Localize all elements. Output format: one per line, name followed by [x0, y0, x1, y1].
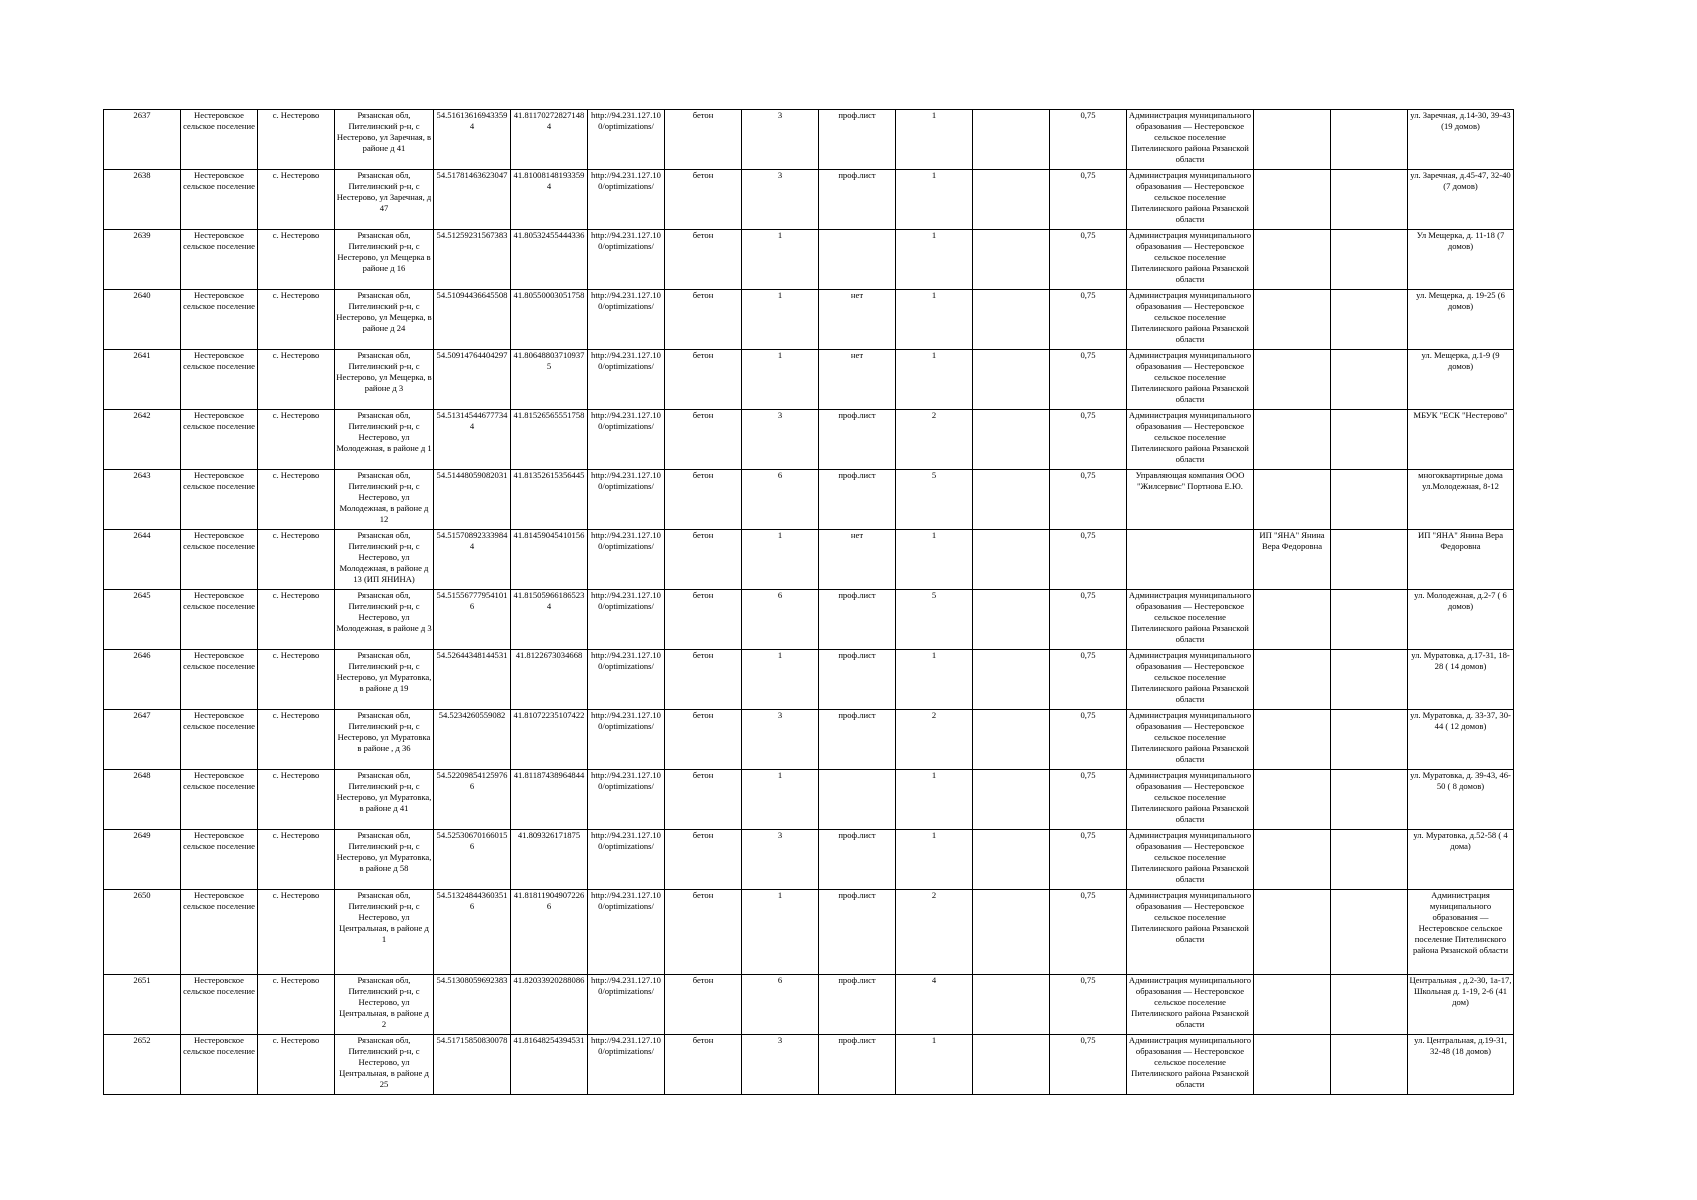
- owner-entrepreneur-cell: [1254, 890, 1331, 975]
- count-cell: 6: [742, 975, 819, 1035]
- village-cell: с. Нестерово: [258, 890, 335, 975]
- cover-cell: проф.лист: [819, 590, 896, 650]
- empty-cell: [973, 350, 1050, 410]
- owner-cell: Администрация муниципального образования — Нестеровское сельское поселение Пителинского района Рязанской области: [1127, 410, 1254, 470]
- cover-cell: проф.лист: [819, 830, 896, 890]
- cover-cell: проф.лист: [819, 650, 896, 710]
- longitude-cell: 41.81187438964844: [511, 770, 588, 830]
- longitude-cell: 41.815059661865234: [511, 590, 588, 650]
- empty-cell: [1331, 410, 1408, 470]
- longitude-cell: 41.818119049072266: [511, 890, 588, 975]
- volume-cell: 0,75: [1050, 290, 1127, 350]
- empty-cell: [973, 590, 1050, 650]
- longitude-cell: 41.81072235107422: [511, 710, 588, 770]
- latitude-cell: 54.5234260559082: [434, 710, 511, 770]
- waste-sources-cell: Администрация муниципального образования — Нестеровское сельское поселение Пителинского района Рязанской области: [1408, 890, 1514, 975]
- container-count-cell: 5: [896, 470, 973, 530]
- row-number: 2641: [104, 350, 181, 410]
- waste-sources-cell: ул. Заречная, д.45-47, 32-40 (7 домов): [1408, 170, 1514, 230]
- longitude-cell: 41.806488037109375: [511, 350, 588, 410]
- row-number: 2639: [104, 230, 181, 290]
- surface-cell: бетон: [665, 770, 742, 830]
- url-cell: http://94.231.127.100/optimizations/: [588, 230, 665, 290]
- village-cell: с. Нестерово: [258, 530, 335, 590]
- url-cell: http://94.231.127.100/optimizations/: [588, 350, 665, 410]
- row-number: 2644: [104, 530, 181, 590]
- table-row: [104, 975, 1514, 1035]
- empty-cell: [973, 290, 1050, 350]
- container-count-cell: 1: [896, 350, 973, 410]
- village-cell: с. Нестерово: [258, 650, 335, 710]
- owner-cell: Администрация муниципального образования — Нестеровское сельское поселение Пителинского района Рязанской области: [1127, 650, 1254, 710]
- url-cell: http://94.231.127.100/optimizations/: [588, 830, 665, 890]
- table-row: [104, 650, 1514, 710]
- owner-cell: Администрация муниципального образования — Нестеровское сельское поселение Пителинского района Рязанской области: [1127, 590, 1254, 650]
- village-cell: с. Нестерово: [258, 410, 335, 470]
- waste-sources-cell: ИП "ЯНА" Янина Вера Федоровна: [1408, 530, 1514, 590]
- cover-cell: проф.лист: [819, 470, 896, 530]
- container-count-cell: 1: [896, 530, 973, 590]
- cover-cell: проф.лист: [819, 890, 896, 975]
- empty-cell: [1331, 770, 1408, 830]
- url-cell: http://94.231.127.100/optimizations/: [588, 975, 665, 1035]
- row-number: 2648: [104, 770, 181, 830]
- cover-cell: проф.лист: [819, 110, 896, 170]
- empty-cell: [973, 830, 1050, 890]
- latitude-cell: 54.525306701660156: [434, 830, 511, 890]
- count-cell: 6: [742, 470, 819, 530]
- surface-cell: бетон: [665, 830, 742, 890]
- village-cell: с. Нестерово: [258, 590, 335, 650]
- url-cell: http://94.231.127.100/optimizations/: [588, 110, 665, 170]
- cover-cell: проф.лист: [819, 1035, 896, 1095]
- volume-cell: 0,75: [1050, 590, 1127, 650]
- empty-cell: [973, 470, 1050, 530]
- village-cell: с. Нестерово: [258, 975, 335, 1035]
- latitude-cell: 54.522098541259766: [434, 770, 511, 830]
- count-cell: 1: [742, 650, 819, 710]
- count-cell: 1: [742, 230, 819, 290]
- empty-cell: [1331, 1035, 1408, 1095]
- village-cell: с. Нестерово: [258, 110, 335, 170]
- village-cell: с. Нестерово: [258, 230, 335, 290]
- longitude-cell: 41.81352615356445: [511, 470, 588, 530]
- owner-cell: Администрация муниципального образования — Нестеровское сельское поселение Пителинского района Рязанской области: [1127, 710, 1254, 770]
- count-cell: 3: [742, 710, 819, 770]
- container-count-cell: 1: [896, 290, 973, 350]
- surface-cell: бетон: [665, 1035, 742, 1095]
- volume-cell: 0,75: [1050, 230, 1127, 290]
- settlement-cell: Нестеровское сельское поселение: [181, 890, 258, 975]
- empty-cell: [1331, 290, 1408, 350]
- cover-cell: нет: [819, 290, 896, 350]
- owner-entrepreneur-cell: [1254, 1035, 1331, 1095]
- empty-cell: [1331, 350, 1408, 410]
- settlement-cell: Нестеровское сельское поселение: [181, 410, 258, 470]
- address-cell: Рязанская обл, Пителинский р-н, с Нестерово, ул Муратовка, в районе д 19: [335, 650, 434, 710]
- url-cell: http://94.231.127.100/optimizations/: [588, 530, 665, 590]
- count-cell: 1: [742, 350, 819, 410]
- count-cell: 6: [742, 590, 819, 650]
- empty-cell: [973, 170, 1050, 230]
- cover-cell: [819, 770, 896, 830]
- surface-cell: бетон: [665, 290, 742, 350]
- row-number: 2638: [104, 170, 181, 230]
- empty-cell: [1331, 590, 1408, 650]
- longitude-cell: 41.81459045410156: [511, 530, 588, 590]
- settlement-cell: Нестеровское сельское поселение: [181, 350, 258, 410]
- longitude-cell: 41.8122673034668: [511, 650, 588, 710]
- latitude-cell: 54.51715850830078: [434, 1035, 511, 1095]
- container-count-cell: 1: [896, 1035, 973, 1095]
- volume-cell: 0,75: [1050, 1035, 1127, 1095]
- table-row: [104, 170, 1514, 230]
- settlement-cell: Нестеровское сельское поселение: [181, 290, 258, 350]
- longitude-cell: 41.80550003051758: [511, 290, 588, 350]
- latitude-cell: 54.50914764404297: [434, 350, 511, 410]
- cover-cell: проф.лист: [819, 710, 896, 770]
- row-number: 2645: [104, 590, 181, 650]
- url-cell: http://94.231.127.100/optimizations/: [588, 410, 665, 470]
- table-row: [104, 590, 1514, 650]
- empty-cell: [1331, 650, 1408, 710]
- surface-cell: бетон: [665, 350, 742, 410]
- surface-cell: бетон: [665, 590, 742, 650]
- owner-entrepreneur-cell: [1254, 770, 1331, 830]
- surface-cell: бетон: [665, 530, 742, 590]
- owner-cell: Администрация муниципального образования — Нестеровское сельское поселение Пителинского района Рязанской области: [1127, 290, 1254, 350]
- owner-entrepreneur-cell: [1254, 410, 1331, 470]
- village-cell: с. Нестерово: [258, 710, 335, 770]
- table-row: [104, 1035, 1514, 1095]
- waste-sources-cell: Ул Мещерка, д. 11-18 (7 домов): [1408, 230, 1514, 290]
- container-count-cell: 1: [896, 830, 973, 890]
- row-number: 2646: [104, 650, 181, 710]
- volume-cell: 0,75: [1050, 350, 1127, 410]
- address-cell: Рязанская обл, Пителинский р-н, с Нестерово, ул Молодежная, в районе д 3: [335, 590, 434, 650]
- address-cell: Рязанская обл, Пителинский р-н, с Нестерово, ул Муратовка в районе , д 36: [335, 710, 434, 770]
- empty-cell: [1331, 170, 1408, 230]
- latitude-cell: 54.51094436645508: [434, 290, 511, 350]
- settlement-cell: Нестеровское сельское поселение: [181, 470, 258, 530]
- container-count-cell: 1: [896, 170, 973, 230]
- row-number: 2643: [104, 470, 181, 530]
- latitude-cell: 54.51308059692383: [434, 975, 511, 1035]
- longitude-cell: 41.82033920288086: [511, 975, 588, 1035]
- owner-cell: Администрация муниципального образования — Нестеровское сельское поселение Пителинского района Рязанской области: [1127, 170, 1254, 230]
- empty-cell: [973, 410, 1050, 470]
- empty-cell: [1331, 975, 1408, 1035]
- owner-cell: Администрация муниципального образования — Нестеровское сельское поселение Пителинского района Рязанской области: [1127, 830, 1254, 890]
- cover-cell: проф.лист: [819, 410, 896, 470]
- empty-cell: [973, 1035, 1050, 1095]
- surface-cell: бетон: [665, 710, 742, 770]
- cover-cell: [819, 230, 896, 290]
- latitude-cell: 54.515567779541016: [434, 590, 511, 650]
- settlement-cell: Нестеровское сельское поселение: [181, 170, 258, 230]
- owner-entrepreneur-cell: [1254, 470, 1331, 530]
- count-cell: 3: [742, 110, 819, 170]
- empty-cell: [1331, 230, 1408, 290]
- waste-sources-cell: ул. Муратовка, д. 33-37, 30-44 ( 12 домов): [1408, 710, 1514, 770]
- address-cell: Рязанская обл, Пителинский р-н, с Нестерово, ул Заречная, д 47: [335, 170, 434, 230]
- empty-cell: [1331, 110, 1408, 170]
- surface-cell: бетон: [665, 170, 742, 230]
- address-cell: Рязанская обл, Пителинский р-н, с Нестерово, ул Мещерка, в районе д 3: [335, 350, 434, 410]
- registry-table-body: [104, 110, 1514, 1095]
- table-row: [104, 350, 1514, 410]
- longitude-cell: 41.81648254394531: [511, 1035, 588, 1095]
- cover-cell: проф.лист: [819, 975, 896, 1035]
- waste-sources-cell: ул. Заречная, д.14-30, 39-43 (19 домов): [1408, 110, 1514, 170]
- village-cell: с. Нестерово: [258, 1035, 335, 1095]
- owner-cell: Администрация муниципального образования — Нестеровское сельское поселение Пителинского района Рязанской области: [1127, 230, 1254, 290]
- waste-sources-cell: Центральная , д.2-30, 1а-17, Школьная д. 1-19, 2-6 (41 дом): [1408, 975, 1514, 1035]
- container-count-cell: 1: [896, 110, 973, 170]
- table-row: [104, 710, 1514, 770]
- owner-cell: Администрация муниципального образования — Нестеровское сельское поселение Пителинского района Рязанской области: [1127, 110, 1254, 170]
- longitude-cell: 41.810081481933594: [511, 170, 588, 230]
- container-count-cell: 2: [896, 410, 973, 470]
- table-row: [104, 290, 1514, 350]
- count-cell: 3: [742, 1035, 819, 1095]
- surface-cell: бетон: [665, 110, 742, 170]
- empty-cell: [973, 975, 1050, 1035]
- url-cell: http://94.231.127.100/optimizations/: [588, 770, 665, 830]
- url-cell: http://94.231.127.100/optimizations/: [588, 470, 665, 530]
- count-cell: 3: [742, 830, 819, 890]
- empty-cell: [973, 770, 1050, 830]
- village-cell: с. Нестерово: [258, 170, 335, 230]
- settlement-cell: Нестеровское сельское поселение: [181, 1035, 258, 1095]
- container-count-cell: 2: [896, 710, 973, 770]
- container-count-cell: 1: [896, 770, 973, 830]
- table-row: [104, 410, 1514, 470]
- empty-cell: [1331, 890, 1408, 975]
- village-cell: с. Нестерово: [258, 470, 335, 530]
- url-cell: http://94.231.127.100/optimizations/: [588, 890, 665, 975]
- count-cell: 1: [742, 530, 819, 590]
- container-count-cell: 5: [896, 590, 973, 650]
- volume-cell: 0,75: [1050, 830, 1127, 890]
- village-cell: с. Нестерово: [258, 770, 335, 830]
- owner-cell: Администрация муниципального образования — Нестеровское сельское поселение Пителинского района Рязанской области: [1127, 1035, 1254, 1095]
- row-number: 2640: [104, 290, 181, 350]
- address-cell: Рязанская обл, Пителинский р-н, с Нестерово, ул Мещерка, в районе д 24: [335, 290, 434, 350]
- table-row: [104, 530, 1514, 590]
- url-cell: http://94.231.127.100/optimizations/: [588, 710, 665, 770]
- surface-cell: бетон: [665, 470, 742, 530]
- row-number: 2650: [104, 890, 181, 975]
- row-number: 2651: [104, 975, 181, 1035]
- url-cell: http://94.231.127.100/optimizations/: [588, 290, 665, 350]
- owner-cell: Администрация муниципального образования — Нестеровское сельское поселение Пителинского района Рязанской области: [1127, 770, 1254, 830]
- address-cell: Рязанская обл, Пителинский р-н, с Нестерово, ул Центральная, в районе д 2: [335, 975, 434, 1035]
- empty-cell: [1331, 530, 1408, 590]
- owner-entrepreneur-cell: [1254, 830, 1331, 890]
- volume-cell: 0,75: [1050, 650, 1127, 710]
- latitude-cell: 54.51448059082031: [434, 470, 511, 530]
- table-row: [104, 110, 1514, 170]
- surface-cell: бетон: [665, 410, 742, 470]
- waste-sources-cell: ул. Мещерка, д.1-9 (9 домов): [1408, 350, 1514, 410]
- settlement-cell: Нестеровское сельское поселение: [181, 590, 258, 650]
- surface-cell: бетон: [665, 975, 742, 1035]
- owner-entrepreneur-cell: [1254, 350, 1331, 410]
- waste-sources-cell: ул. Мещерка, д. 19-25 (6 домов): [1408, 290, 1514, 350]
- owner-entrepreneur-cell: [1254, 290, 1331, 350]
- latitude-cell: 54.515708923339844: [434, 530, 511, 590]
- waste-sources-cell: МБУК "ЕСК "Нестерово": [1408, 410, 1514, 470]
- settlement-cell: Нестеровское сельское поселение: [181, 530, 258, 590]
- settlement-cell: Нестеровское сельское поселение: [181, 710, 258, 770]
- surface-cell: бетон: [665, 890, 742, 975]
- waste-sources-cell: ул. Муратовка, д.52-58 ( 4 дома): [1408, 830, 1514, 890]
- waste-sources-cell: многоквартирные дома ул.Молодежная, 8-12: [1408, 470, 1514, 530]
- url-cell: http://94.231.127.100/optimizations/: [588, 1035, 665, 1095]
- longitude-cell: 41.811702728271484: [511, 110, 588, 170]
- url-cell: http://94.231.127.100/optimizations/: [588, 650, 665, 710]
- owner-entrepreneur-cell: [1254, 170, 1331, 230]
- owner-entrepreneur-cell: [1254, 230, 1331, 290]
- empty-cell: [973, 530, 1050, 590]
- address-cell: Рязанская обл, Пителинский р-н, с Нестерово, ул Муратовка, в районе д 41: [335, 770, 434, 830]
- row-number: 2642: [104, 410, 181, 470]
- owner-entrepreneur-cell: [1254, 975, 1331, 1035]
- latitude-cell: 54.51781463623047: [434, 170, 511, 230]
- table-row: [104, 230, 1514, 290]
- table-row: [104, 830, 1514, 890]
- volume-cell: 0,75: [1050, 975, 1127, 1035]
- waste-sources-cell: ул. Муратовка, д.17-31, 18-28 ( 14 домов): [1408, 650, 1514, 710]
- owner-entrepreneur-cell: [1254, 650, 1331, 710]
- settlement-cell: Нестеровское сельское поселение: [181, 230, 258, 290]
- waste-sources-cell: ул. Муратовка, д. 39-43, 46-50 ( 8 домов): [1408, 770, 1514, 830]
- latitude-cell: 54.513145446777344: [434, 410, 511, 470]
- address-cell: Рязанская обл, Пителинский р-н, с Нестерово, ул Заречная, в районе д 41: [335, 110, 434, 170]
- address-cell: Рязанская обл, Пителинский р-н, с Нестерово, ул Мещерка в районе д 16: [335, 230, 434, 290]
- empty-cell: [1331, 830, 1408, 890]
- village-cell: с. Нестерово: [258, 830, 335, 890]
- volume-cell: 0,75: [1050, 470, 1127, 530]
- address-cell: Рязанская обл, Пителинский р-н, с Нестерово, ул Молодежная, в районе д 1: [335, 410, 434, 470]
- longitude-cell: 41.809326171875: [511, 830, 588, 890]
- row-number: 2652: [104, 1035, 181, 1095]
- volume-cell: 0,75: [1050, 110, 1127, 170]
- count-cell: 3: [742, 410, 819, 470]
- empty-cell: [973, 110, 1050, 170]
- latitude-cell: 54.513248443603516: [434, 890, 511, 975]
- owner-cell: [1127, 530, 1254, 590]
- latitude-cell: 54.51259231567383: [434, 230, 511, 290]
- volume-cell: 0,75: [1050, 530, 1127, 590]
- table-row: [104, 770, 1514, 830]
- volume-cell: 0,75: [1050, 170, 1127, 230]
- row-number: 2647: [104, 710, 181, 770]
- waste-sources-cell: ул. Центральная, д.19-31, 32-48 (18 домов): [1408, 1035, 1514, 1095]
- volume-cell: 0,75: [1050, 410, 1127, 470]
- owner-entrepreneur-cell: [1254, 590, 1331, 650]
- address-cell: Рязанская обл, Пителинский р-н, с Нестерово, ул Молодежная, в районе д 13 (ИП ЯНИНА): [335, 530, 434, 590]
- table-row: [104, 890, 1514, 975]
- settlement-cell: Нестеровское сельское поселение: [181, 830, 258, 890]
- empty-cell: [973, 710, 1050, 770]
- container-count-cell: 4: [896, 975, 973, 1035]
- empty-cell: [1331, 710, 1408, 770]
- address-cell: Рязанская обл, Пителинский р-н, с Нестерово, ул Молодежная, в районе д 12: [335, 470, 434, 530]
- owner-cell: Администрация муниципального образования — Нестеровское сельское поселение Пителинского района Рязанской области: [1127, 975, 1254, 1035]
- empty-cell: [1331, 470, 1408, 530]
- owner-entrepreneur-cell: [1254, 710, 1331, 770]
- longitude-cell: 41.81526565551758: [511, 410, 588, 470]
- address-cell: Рязанская обл, Пителинский р-н, с Нестерово, ул Центральная, в районе д 1: [335, 890, 434, 975]
- registry-table: [103, 109, 1514, 1095]
- settlement-cell: Нестеровское сельское поселение: [181, 770, 258, 830]
- row-number: 2637: [104, 110, 181, 170]
- settlement-cell: Нестеровское сельское поселение: [181, 650, 258, 710]
- url-cell: http://94.231.127.100/optimizations/: [588, 590, 665, 650]
- address-cell: Рязанская обл, Пителинский р-н, с Нестерово, ул Муратовка, в районе д 58: [335, 830, 434, 890]
- owner-cell: Управляющая компания ООО "Жилсервис" Портнова Е.Ю.: [1127, 470, 1254, 530]
- surface-cell: бетон: [665, 230, 742, 290]
- row-number: 2649: [104, 830, 181, 890]
- empty-cell: [973, 650, 1050, 710]
- surface-cell: бетон: [665, 650, 742, 710]
- empty-cell: [973, 890, 1050, 975]
- volume-cell: 0,75: [1050, 710, 1127, 770]
- owner-cell: Администрация муниципального образования — Нестеровское сельское поселение Пителинского района Рязанской области: [1127, 350, 1254, 410]
- settlement-cell: Нестеровское сельское поселение: [181, 110, 258, 170]
- village-cell: с. Нестерово: [258, 350, 335, 410]
- url-cell: http://94.231.127.100/optimizations/: [588, 170, 665, 230]
- container-count-cell: 1: [896, 650, 973, 710]
- count-cell: 1: [742, 770, 819, 830]
- settlement-cell: Нестеровское сельское поселение: [181, 975, 258, 1035]
- count-cell: 1: [742, 290, 819, 350]
- village-cell: с. Нестерово: [258, 290, 335, 350]
- cover-cell: проф.лист: [819, 170, 896, 230]
- count-cell: 1: [742, 890, 819, 975]
- container-count-cell: 1: [896, 230, 973, 290]
- latitude-cell: 54.516136169433594: [434, 110, 511, 170]
- empty-cell: [973, 230, 1050, 290]
- container-count-cell: 2: [896, 890, 973, 975]
- cover-cell: нет: [819, 350, 896, 410]
- volume-cell: 0,75: [1050, 890, 1127, 975]
- address-cell: Рязанская обл, Пителинский р-н, с Нестерово, ул Центральная, в районе д 25: [335, 1035, 434, 1095]
- waste-sources-cell: ул. Молодежная, д.2-7 ( 6 домов): [1408, 590, 1514, 650]
- longitude-cell: 41.80532455444336: [511, 230, 588, 290]
- owner-entrepreneur-cell: [1254, 110, 1331, 170]
- latitude-cell: 54.52644348144531: [434, 650, 511, 710]
- owner-entrepreneur-cell: ИП "ЯНА" Янина Вера Федоровна: [1254, 530, 1331, 590]
- count-cell: 3: [742, 170, 819, 230]
- table-row: [104, 470, 1514, 530]
- volume-cell: 0,75: [1050, 770, 1127, 830]
- owner-cell: Администрация муниципального образования — Нестеровское сельское поселение Пителинского района Рязанской области: [1127, 890, 1254, 975]
- cover-cell: нет: [819, 530, 896, 590]
